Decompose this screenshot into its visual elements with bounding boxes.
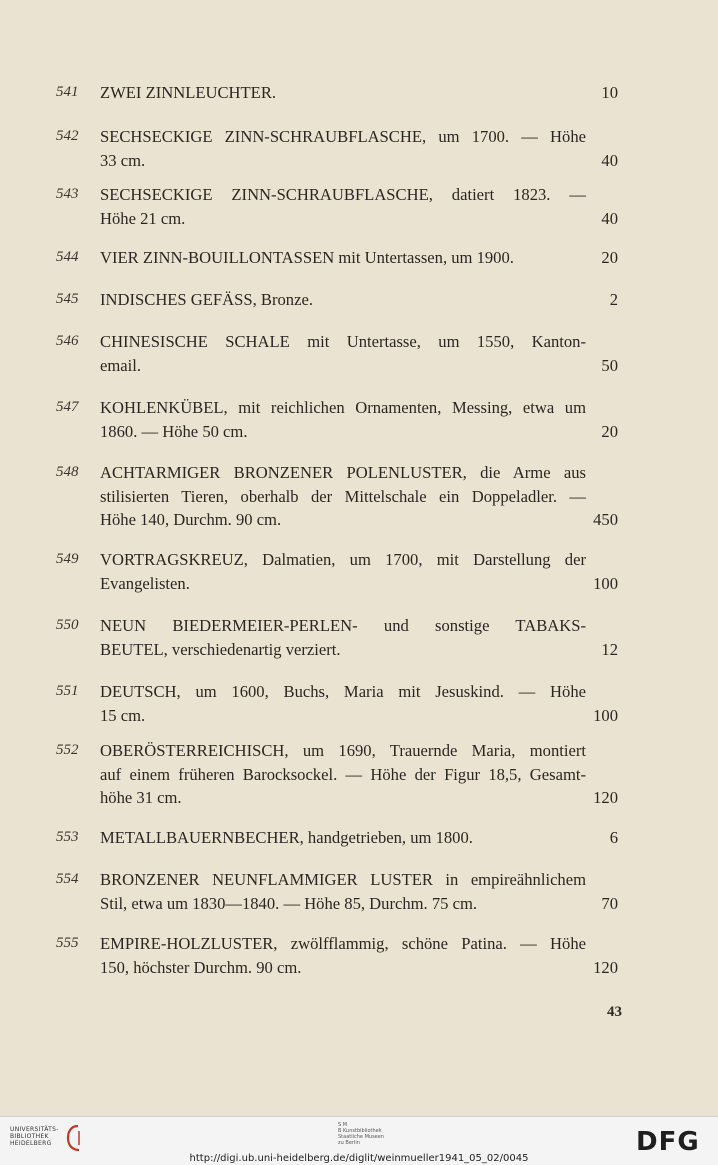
catalog-entry xyxy=(56,81,618,105)
lot-price: 2 xyxy=(609,290,618,309)
university-line: BIBLIOTHEK xyxy=(10,1133,49,1140)
lot-price: 100 xyxy=(593,573,618,593)
description-line: 150, höchster Durchm. 90 cm. xyxy=(100,957,302,977)
description-line: 1860. — Höhe 50 cm. xyxy=(100,421,248,441)
university-line: UNIVERSITÄTS- xyxy=(10,1126,59,1133)
lot-number: 555 xyxy=(56,935,79,951)
lot-description xyxy=(100,183,586,230)
museum-line: B Kunstbibliothek xyxy=(338,1128,382,1134)
lot-description xyxy=(100,396,586,443)
lot-number: 548 xyxy=(56,464,79,480)
lot-price: 20 xyxy=(601,248,618,267)
lot-number: 545 xyxy=(56,291,79,307)
source-url-link[interactable]: http://digi.ub.uni-heidelberg.de/diglit/weinmueller1941_05_02/0045 xyxy=(189,1153,529,1164)
lot-number: 546 xyxy=(56,333,79,349)
lot-price: 20 xyxy=(601,421,618,441)
lot-description xyxy=(100,739,586,810)
catalog-entry xyxy=(56,868,618,915)
lot-price: 40 xyxy=(601,150,618,170)
description-line: ACHTARMIGER BRONZENER POLENLUSTER, die Arme aus xyxy=(100,463,586,482)
lot-description xyxy=(100,868,586,915)
dfg-logo: DFG xyxy=(636,1127,700,1157)
lot-number: 550 xyxy=(56,617,79,633)
description-line: INDISCHES GEFÄSS, Bronze. xyxy=(100,290,313,309)
lot-price: 450 xyxy=(593,510,618,529)
description-line: SECHSECKIGE ZINN-SCHRAUBFLASCHE, um 1700. — Höhe xyxy=(100,127,586,146)
museum-credit xyxy=(338,1122,384,1146)
catalog-entry xyxy=(56,461,618,532)
lot-number: 544 xyxy=(56,249,79,265)
catalog-entry xyxy=(56,932,618,979)
lot-price: 50 xyxy=(601,355,618,375)
museum-line: Staatliche Museen xyxy=(338,1134,384,1140)
catalog-entry xyxy=(56,739,618,810)
lot-description xyxy=(100,330,586,377)
university-library-logo xyxy=(10,1126,59,1147)
description-line: Stil, etwa um 1830—1840. — Höhe 85, Durchm. 75 cm. xyxy=(100,893,478,913)
description-line: CHINESISCHE SCHALE mit Untertasse, um 1550, Kanton- xyxy=(100,332,586,351)
description-line: ZWEI ZINNLEUCHTER. xyxy=(100,83,277,102)
description-line: NEUN BIEDERMEIER-PERLEN- und sonstige TABAKS- xyxy=(100,616,586,635)
lot-description xyxy=(100,288,574,312)
lot-price: 40 xyxy=(601,208,618,228)
catalog-entry xyxy=(56,125,618,172)
lot-description xyxy=(100,826,574,850)
museum-line: zu Berlin xyxy=(338,1140,360,1146)
lot-price: 70 xyxy=(601,893,618,913)
catalog-entry xyxy=(56,826,618,850)
lot-description xyxy=(100,246,574,270)
description-line: VORTRAGSKREUZ, Dalmatien, um 1700, mit Darstellung der xyxy=(100,550,586,569)
catalog-entry xyxy=(56,246,618,270)
lot-price: 120 xyxy=(593,957,618,977)
description-line: 33 cm. xyxy=(100,150,146,170)
lot-description xyxy=(100,81,574,105)
lot-number: 551 xyxy=(56,683,79,699)
lot-price: 10 xyxy=(601,83,618,102)
description-line: Höhe 21 cm. xyxy=(100,208,186,228)
lot-description xyxy=(100,548,586,595)
museum-line: S M xyxy=(338,1122,348,1128)
description-line: email. xyxy=(100,355,142,375)
lot-number: 553 xyxy=(56,829,79,845)
lot-price: 100 xyxy=(593,705,618,725)
description-line: VIER ZINN-BOUILLONTASSEN mit Untertassen, um 1900. xyxy=(100,248,514,267)
catalog-entry xyxy=(56,548,618,595)
university-seal-icon xyxy=(64,1123,84,1153)
lot-number: 552 xyxy=(56,742,79,758)
lot-description xyxy=(100,125,586,172)
description-line: KOHLENKÜBEL, mit reichlichen Ornamenten, Messing, etwa um xyxy=(100,398,586,417)
lot-description xyxy=(100,932,586,979)
university-line: HEIDELBERG xyxy=(10,1140,52,1147)
lot-price: 6 xyxy=(609,828,618,847)
lot-number: 543 xyxy=(56,186,79,202)
lot-description xyxy=(100,680,586,727)
lot-number: 541 xyxy=(56,84,79,100)
catalog-entry xyxy=(56,680,618,727)
lot-description xyxy=(100,614,586,661)
description-line: SECHSECKIGE ZINN-SCHRAUBFLASCHE, datiert 1823. — xyxy=(100,185,586,204)
description-line: METALLBAUERNBECHER, handgetrieben, um 1800. xyxy=(100,828,473,847)
description-line: auf einem früheren Barocksockel. — Höhe der Figur 18,5, Gesamt- xyxy=(100,764,586,784)
page-number: 43 xyxy=(607,1004,622,1020)
digitization-footer xyxy=(0,1116,718,1165)
lot-number: 542 xyxy=(56,128,79,144)
catalog-entry xyxy=(56,288,618,312)
lot-price: 120 xyxy=(593,788,618,807)
lot-number: 549 xyxy=(56,551,79,567)
description-line: EMPIRE-HOLZLUSTER, zwölfflammig, schöne Patina. — Höhe xyxy=(100,934,586,953)
lot-number: 547 xyxy=(56,399,79,415)
description-line: Höhe 140, Durchm. 90 cm. xyxy=(100,510,282,529)
catalog-entry xyxy=(56,396,618,443)
lot-price: 12 xyxy=(601,639,618,659)
catalog-entry xyxy=(56,614,618,661)
lot-number: 554 xyxy=(56,871,79,887)
lot-description xyxy=(100,461,586,532)
description-line: BEUTEL, verschiedenartig verziert. xyxy=(100,639,341,659)
description-line: 15 cm. xyxy=(100,705,146,725)
description-line: BRONZENER NEUNFLAMMIGER LUSTER in empireähnlichem xyxy=(100,870,586,889)
description-line: höhe 31 cm. xyxy=(100,788,182,807)
description-line: Evangelisten. xyxy=(100,573,190,593)
catalog-entry xyxy=(56,330,618,377)
description-line: stilisierten Tieren, oberhalb der Mittelschale ein Doppeladler. — xyxy=(100,486,586,506)
description-line: DEUTSCH, um 1600, Buchs, Maria mit Jesuskind. — Höhe xyxy=(100,682,586,701)
description-line: OBERÖSTERREICHISCH, um 1690, Trauernde Maria, montiert xyxy=(100,741,586,760)
catalog-entry xyxy=(56,183,618,230)
